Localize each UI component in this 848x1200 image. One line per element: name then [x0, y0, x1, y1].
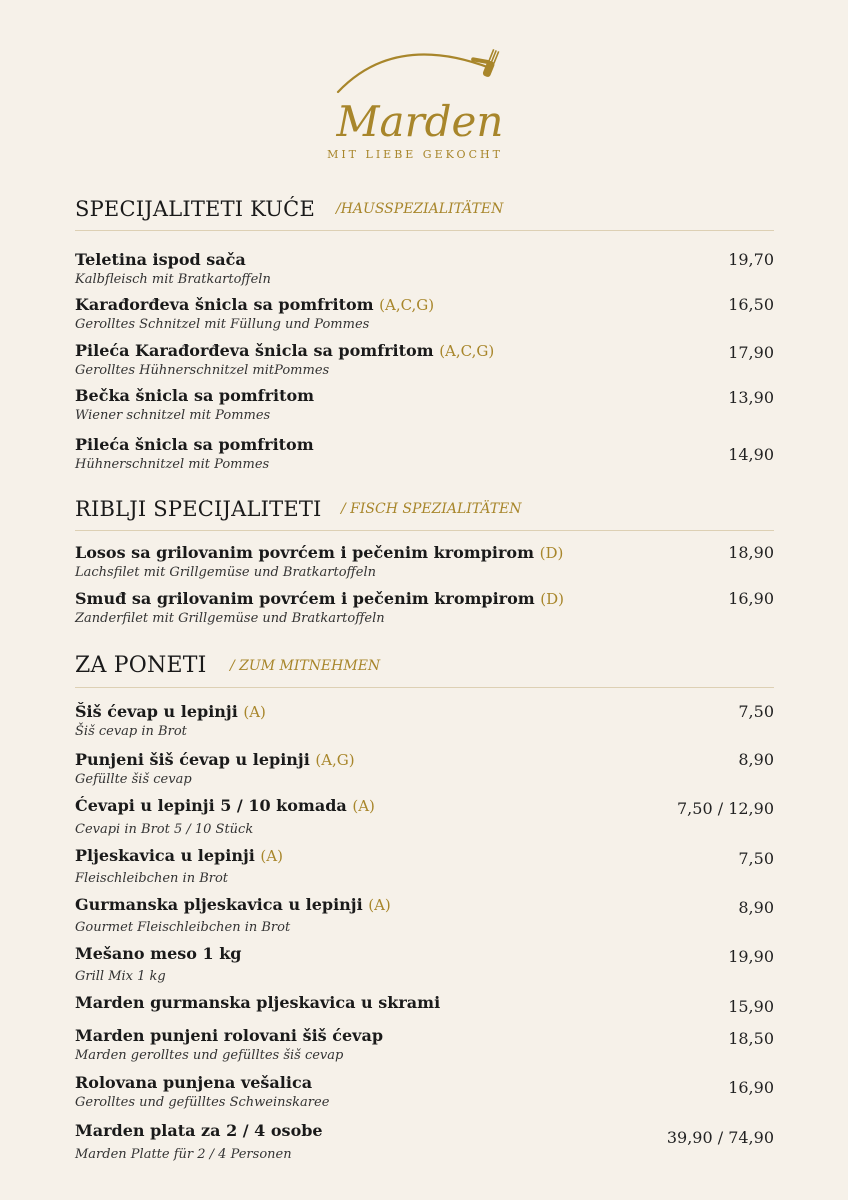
- item-description: Zanderfilet mit Grillgemüse und Bratkartoffeln: [75, 611, 385, 626]
- menu-item: [75, 846, 774, 886]
- section-fish-specialties: [75, 490, 774, 626]
- item-description: Grill Mix 1 kg: [75, 969, 166, 984]
- item-name: Bečka šnicla sa pomfritom: [75, 386, 315, 405]
- menu-item: [75, 1073, 774, 1110]
- menu-item: [75, 543, 774, 580]
- item-name: Gurmanska pljeskavica u lepinji (A): [75, 895, 391, 914]
- item-name: Punjeni šiš ćevap u lepinji (A,G): [75, 750, 355, 769]
- item-name: Losos sa grilovanim povrćem i pečenim krompirom (D): [75, 543, 564, 562]
- item-name: Ćevapi u lepinji 5 / 10 komada (A): [75, 796, 375, 815]
- brand-name: Marden: [336, 97, 504, 146]
- item-description: Gerolltes und gefülltes Schweinskaree: [75, 1095, 330, 1110]
- item-description: Gourmet Fleischleibchen in Brot: [75, 920, 291, 935]
- item-description: Fleischleibchen in Brot: [75, 871, 229, 886]
- allergen-codes: (A,C,G): [439, 342, 495, 360]
- marden-logo-graphic: [300, 40, 540, 150]
- menu-item: [75, 1026, 774, 1063]
- item-price: 15,90: [728, 997, 774, 1016]
- item-price: 14,90: [728, 445, 774, 464]
- logo: [0, 0, 848, 180]
- item-price: 16,90: [728, 1078, 774, 1097]
- item-name: Marden gurmanska pljeskavica u skrami: [75, 993, 441, 1012]
- section-header: [75, 645, 774, 688]
- menu-item: [75, 993, 774, 1016]
- menu-item: [75, 895, 774, 935]
- item-price: 8,90: [738, 898, 774, 917]
- menu-item: [75, 796, 774, 837]
- item-name: Pljeskavica u lepinji (A): [75, 846, 283, 865]
- menu-item: [75, 386, 774, 423]
- item-description: Gefüllte šiš cevap: [75, 772, 192, 787]
- item-name: Rolovana punjena vešalica: [75, 1073, 313, 1092]
- item-name: Teletina ispod sača: [75, 250, 246, 269]
- fork-icon: [469, 44, 500, 78]
- section-subtitle: /HAUSSPEZIALITÄTEN: [336, 201, 504, 217]
- menu-item: [75, 1121, 774, 1162]
- item-description: Gerolltes Schnitzel mit Füllung und Pommes: [75, 317, 370, 332]
- section-header: [75, 190, 774, 231]
- item-description: Lachsfilet mit Grillgemüse und Bratkartoffeln: [75, 565, 376, 580]
- menu-item: [75, 435, 774, 472]
- item-price: 7,50: [738, 702, 774, 721]
- section-title: RIBLJI SPECIJALITETI: [75, 497, 322, 521]
- tagline: MIT LIEBE GEKOCHT: [327, 148, 503, 161]
- allergen-codes: (D): [540, 590, 565, 608]
- menu-item: [75, 750, 774, 787]
- menu-item: [75, 341, 774, 378]
- item-name: Pileća Karađorđeva šnicla sa pomfritom (A,C,G): [75, 341, 495, 360]
- section-subtitle: / ZUM MITNEHMEN: [230, 658, 381, 674]
- allergen-codes: (A,G): [315, 751, 355, 769]
- allergen-codes: (A,C,G): [379, 296, 435, 314]
- item-description: Wiener schnitzel mit Pommes: [75, 408, 271, 423]
- item-price: 19,70: [728, 250, 774, 269]
- item-name: Marden punjeni rolovani šiš ćevap: [75, 1026, 384, 1045]
- section-title: ZA PONETI: [75, 653, 207, 678]
- item-price: 16,90: [728, 589, 774, 608]
- item-name: Šiš ćevap u lepinji (A): [75, 702, 266, 721]
- section-subtitle: / FISCH SPEZIALITÄTEN: [341, 501, 522, 517]
- item-name: Marden plata za 2 / 4 osobe: [75, 1121, 323, 1140]
- item-price: 18,90: [728, 543, 774, 562]
- item-price: 13,90: [728, 388, 774, 407]
- item-description: Marden Platte für 2 / 4 Personen: [75, 1147, 292, 1162]
- section-header: [75, 490, 774, 531]
- item-name: Mešano meso 1 kg: [75, 944, 242, 963]
- item-price: 19,90: [728, 947, 774, 966]
- item-price: 17,90: [728, 343, 774, 362]
- section-house-specialties: [75, 190, 774, 472]
- item-price: 18,50: [728, 1029, 774, 1048]
- allergen-codes: (A): [368, 896, 391, 914]
- menu-item: [75, 250, 774, 287]
- allergen-codes: (A): [260, 847, 283, 865]
- item-description: Gerolltes Hühnerschnitzel mitPommes: [75, 363, 330, 378]
- menu-item: [75, 589, 774, 626]
- item-name: Karađorđeva šnicla sa pomfritom (A,C,G): [75, 295, 435, 314]
- allergen-codes: (A): [352, 797, 375, 815]
- item-name: Smuđ sa grilovanim povrćem i pečenim krompirom (D): [75, 589, 565, 608]
- item-description: Hühnerschnitzel mit Pommes: [75, 457, 270, 472]
- item-price: 7,50: [738, 849, 774, 868]
- section-title: SPECIJALITETI KUĆE: [75, 197, 315, 221]
- item-description: Cevapi in Brot 5 / 10 Stück: [75, 822, 254, 837]
- item-description: Kalbfleisch mit Bratkartoffeln: [75, 272, 271, 287]
- item-price: 7,50 / 12,90: [677, 799, 774, 818]
- item-name: Pileća šnicla sa pomfritom: [75, 435, 314, 454]
- item-price: 39,90 / 74,90: [666, 1128, 774, 1147]
- menu-item: [75, 295, 774, 332]
- item-description: Šiš cevap in Brot: [75, 724, 187, 739]
- section-takeaway: [75, 645, 774, 1162]
- allergen-codes: (D): [539, 544, 564, 562]
- item-price: 16,50: [728, 295, 774, 314]
- item-price: 8,90: [738, 750, 774, 769]
- menu-item: [75, 944, 774, 984]
- allergen-codes: (A): [243, 703, 266, 721]
- menu-item: [75, 702, 774, 739]
- item-description: Marden gerolltes und gefülltes šiš cevap: [75, 1048, 344, 1063]
